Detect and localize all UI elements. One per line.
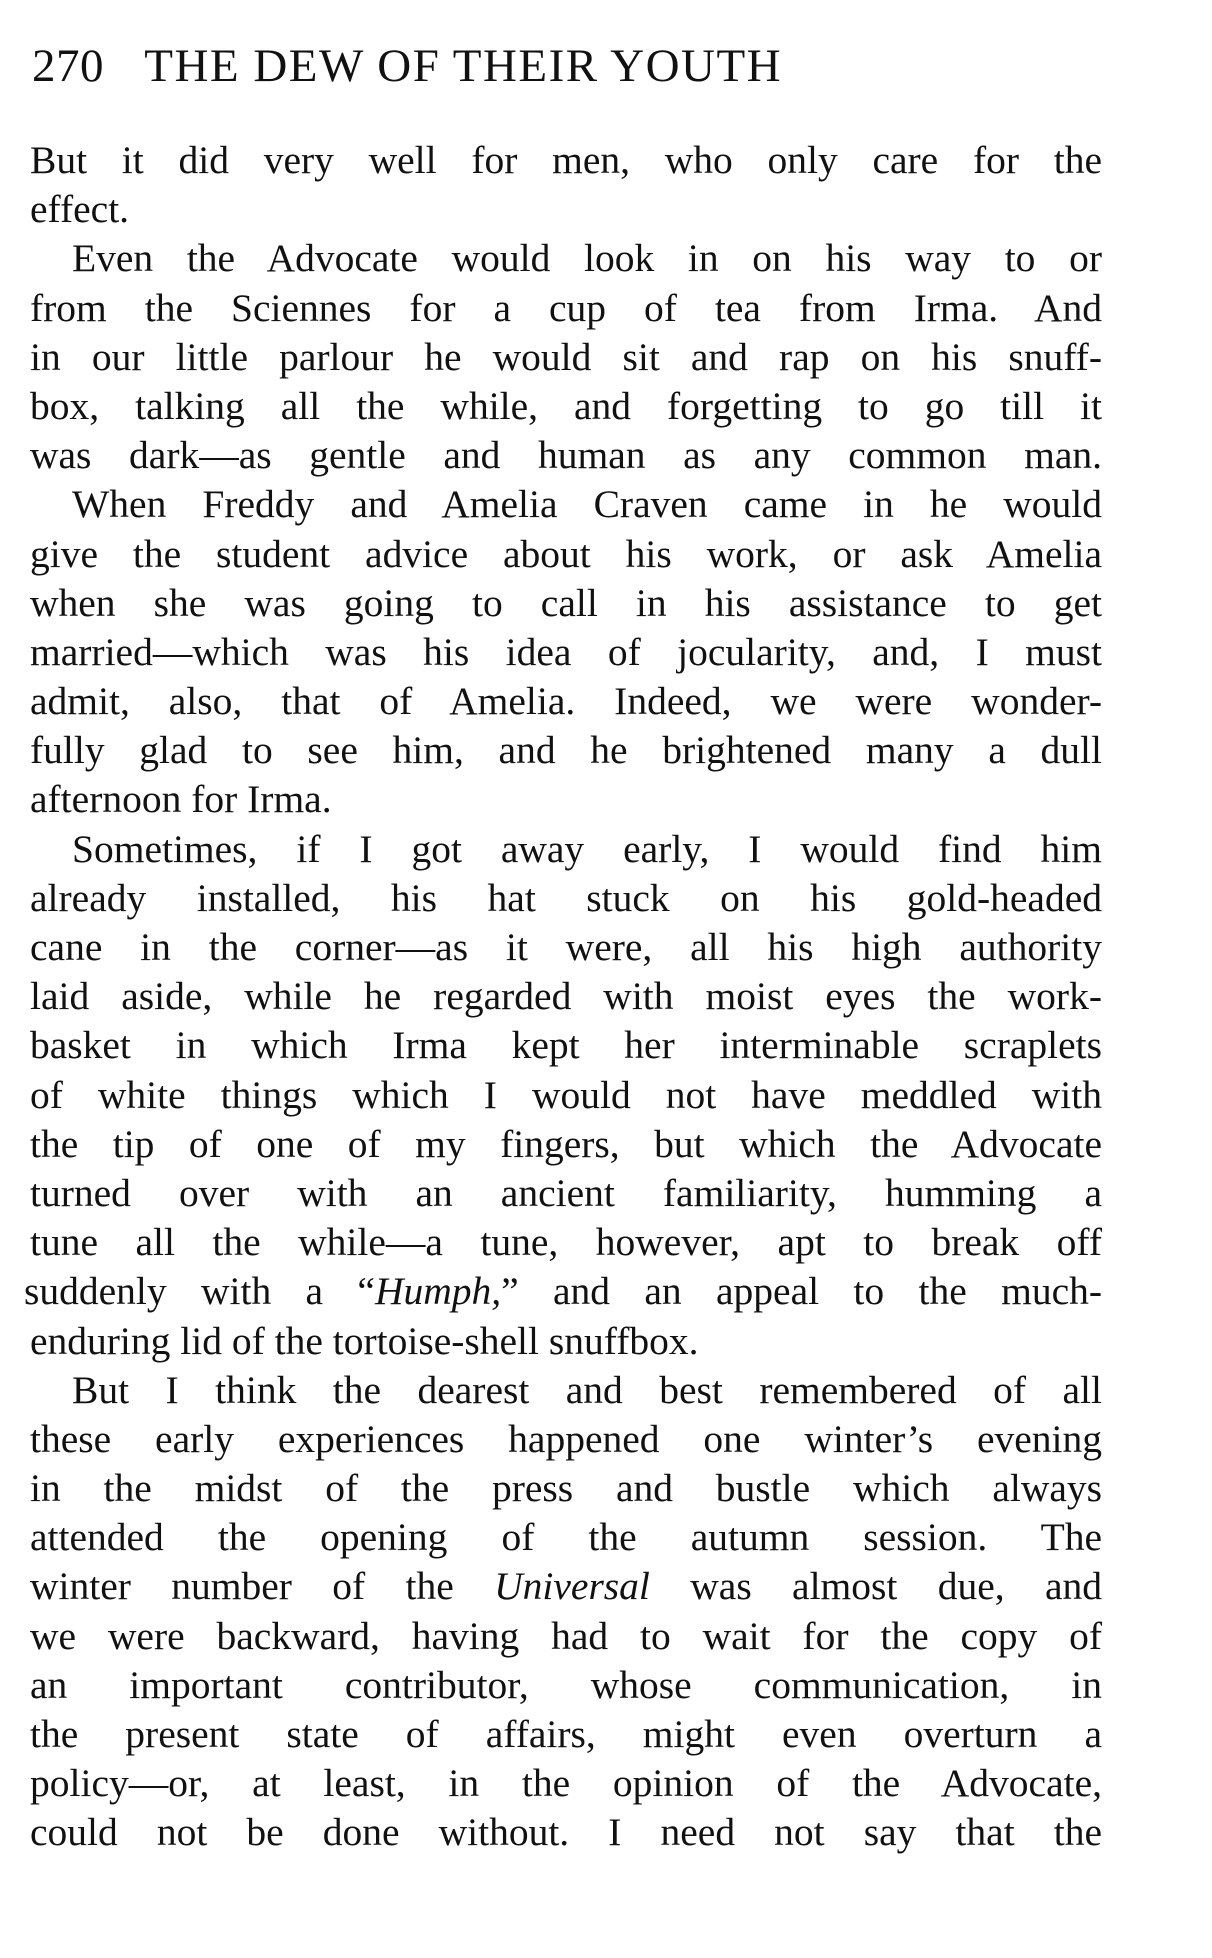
text-line: Sometimes, if I got away early, I would find him <box>72 826 1102 871</box>
text-line: was dark—as gentle and human as any common man. <box>30 433 1102 478</box>
paragraph <box>24 825 1102 1366</box>
text-segment: winter number of the <box>30 1564 495 1609</box>
text-line: when she was going to call in his assistance to get <box>30 580 1102 625</box>
text-segment: ” and an appeal to the much- <box>501 1269 1102 1314</box>
text-segment: suddenly with a “ <box>24 1269 375 1314</box>
text-line: the tip of one of my fingers, but which the Advocate <box>30 1121 1102 1166</box>
text-line: box, talking all the while, and forgetting to go till it <box>30 383 1102 428</box>
text-line: cane in the corner—as it were, all his high authority <box>30 925 1102 969</box>
text-line: already installed, his hat stuck on his gold-headed <box>30 875 1102 920</box>
text-line: an important contributor, whose communication, in <box>30 1662 1102 1707</box>
text-line: these early experiences happened one winter’s evening <box>30 1416 1102 1461</box>
text-line: married—which was his idea of jocularity, and, I must <box>30 629 1102 674</box>
body-text <box>24 136 1102 1858</box>
text-line: But I think the dearest and best remembered of all <box>72 1367 1102 1412</box>
paragraph <box>30 480 1102 824</box>
text-line: fully glad to see him, and he brightened many a dull <box>30 728 1102 773</box>
text-line: in the midst of the press and bustle which always <box>30 1466 1102 1511</box>
text-line: in our little parlour he would sit and rap on his snuff- <box>30 334 1102 379</box>
text-line: But it did very well for men, who only care for the <box>30 138 1102 182</box>
text-line: of white things which I would not have meddled with <box>30 1072 1102 1117</box>
running-header <box>32 30 1112 102</box>
running-title: THE DEW OF THEIR YOUTH <box>144 40 783 92</box>
text-line: tune all the while—a tune, however, apt to break off <box>30 1220 1102 1265</box>
text-line: could not be done without. I need not say that the <box>30 1810 1102 1855</box>
text-line: When Freddy and Amelia Craven came in he would <box>72 482 1102 527</box>
text-line: laid aside, while he regarded with moist eyes the work- <box>30 974 1102 1019</box>
italic-word-universal: Universal <box>494 1564 650 1609</box>
text-line: admit, also, that of Amelia. Indeed, we were wonder- <box>30 679 1102 724</box>
text-line: policy—or, at least, in the opinion of the Advocate, <box>30 1761 1102 1806</box>
text-line: basket in which Irma kept her interminable scraplets <box>30 1023 1102 1068</box>
text-line: the present state of affairs, might even overturn a <box>30 1712 1102 1756</box>
text-line: turned over with an ancient familiarity, humming a <box>30 1170 1102 1215</box>
paragraph <box>30 136 1102 234</box>
page-number: 270 <box>32 40 104 92</box>
text-line: give the student advice about his work, or ask Amelia <box>30 531 1102 576</box>
text-line: effect. <box>30 187 130 232</box>
text-line-humph <box>24 1267 1102 1316</box>
text-line: from the Sciennes for a cup of tea from Irma. And <box>30 285 1102 330</box>
text-segment: was almost due, and <box>649 1564 1102 1609</box>
paragraph <box>30 234 1102 480</box>
paragraph <box>30 1366 1102 1858</box>
text-line: afternoon for Irma. <box>30 777 332 822</box>
text-line-universal <box>30 1562 1102 1611</box>
text-line: Even the Advocate would look in on his way to or <box>72 236 1102 281</box>
text-line: we were backward, having had to wait for the copy of <box>30 1613 1102 1658</box>
text-line: attended the opening of the autumn session. The <box>30 1515 1102 1560</box>
italic-word-humph: Humph, <box>374 1269 502 1314</box>
text-line: enduring lid of the tortoise-shell snuffbox. <box>30 1318 699 1363</box>
